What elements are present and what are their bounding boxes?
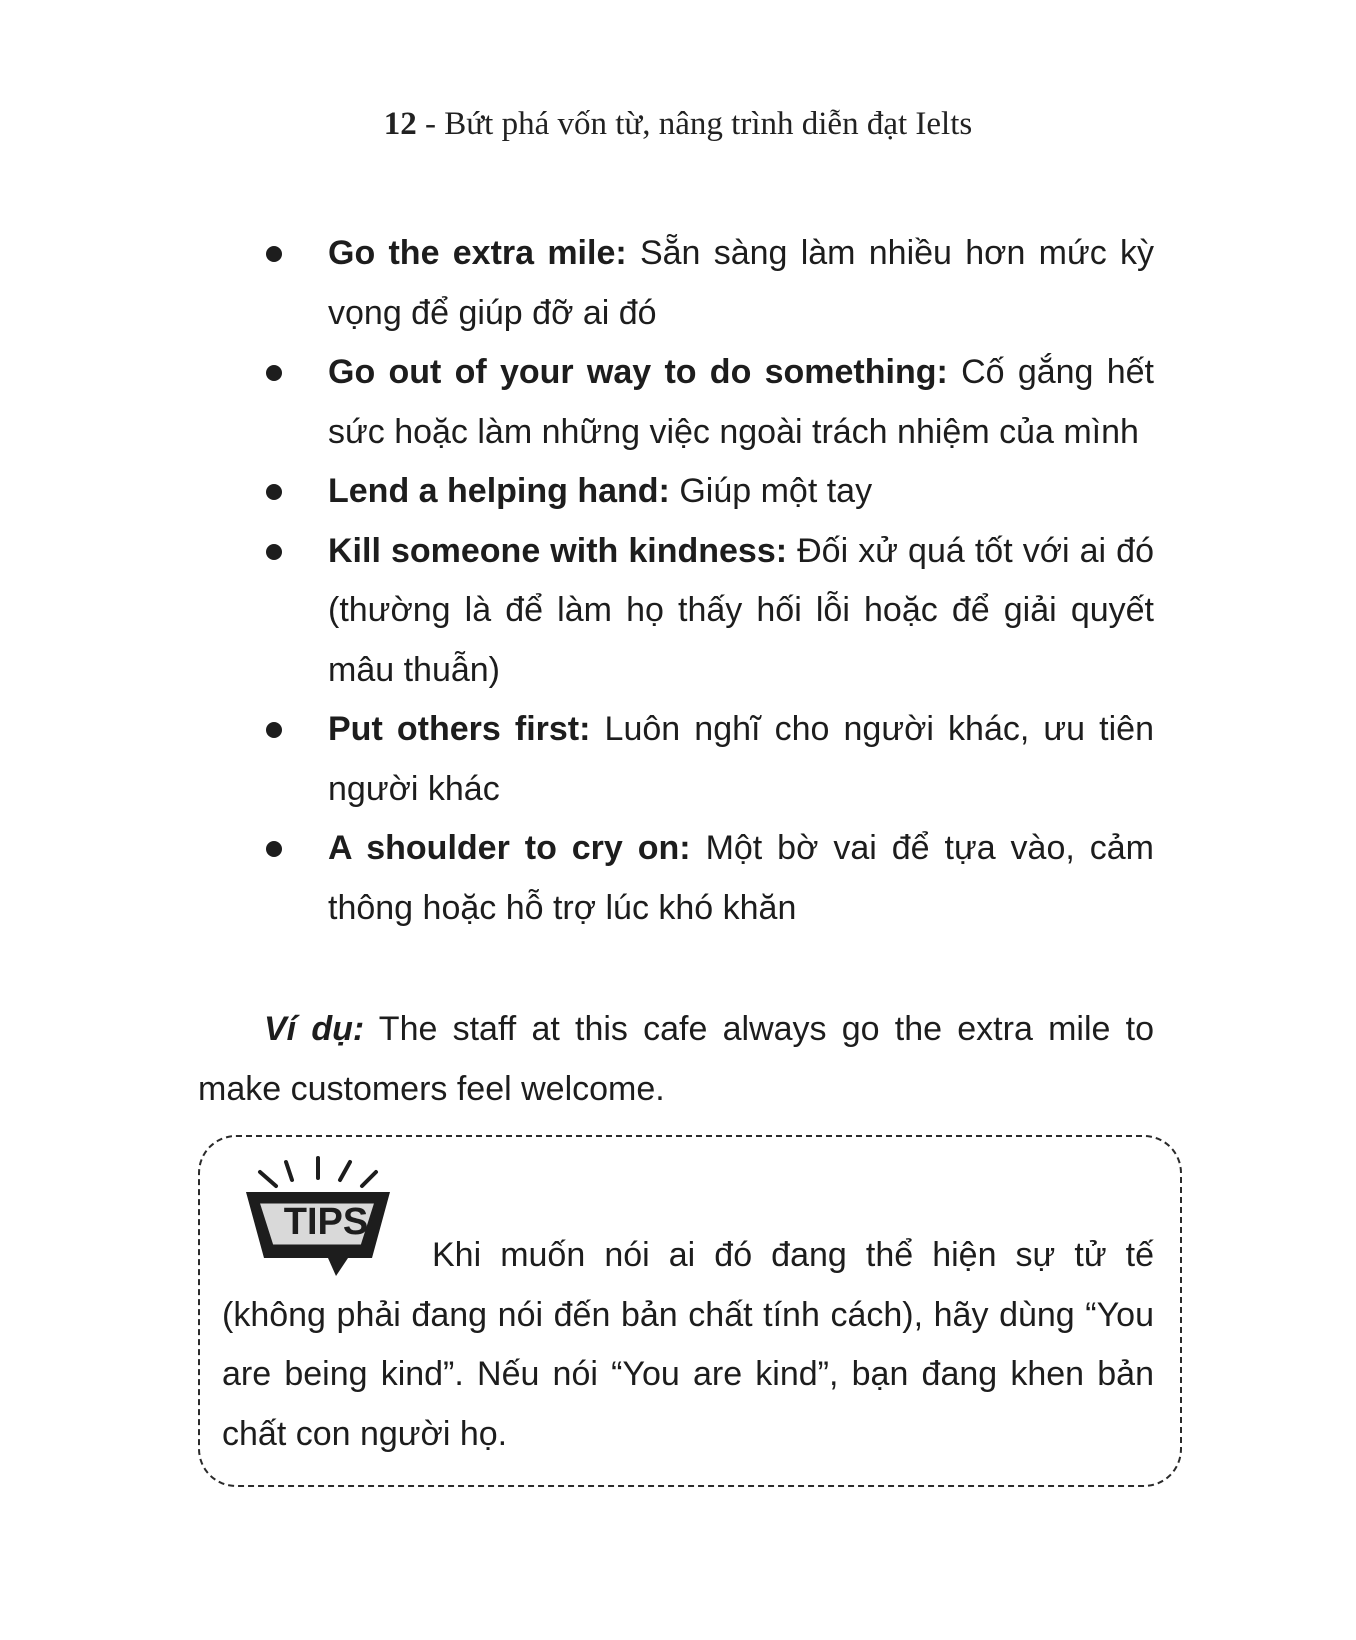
idiom-term: Lend a helping hand: xyxy=(328,472,670,510)
tips-text: Khi muốn nói ai đó đang thể hiện sự tử tế (không phải đang nói đến bản chất tính cách), hãy dùng “You are being kind”. Nếu nói “You are kind”, bạn đang khen bản chất con người họ. xyxy=(222,1236,1154,1453)
idiom-term: Put others first: xyxy=(328,710,591,748)
tips-label: TIPS xyxy=(283,1201,369,1243)
idiom-list xyxy=(328,224,1154,938)
list-item xyxy=(328,462,1154,522)
idiom-term: Kill someone with kindness: xyxy=(328,531,788,570)
book-title: - Bứt phá vốn từ, nâng trình diễn đạt Ielts xyxy=(416,106,973,142)
list-item xyxy=(328,343,1154,462)
idiom-definition: Cố gắng hết sức hoặc làm những việc ngoài trách nhiệm của mình xyxy=(328,353,1154,451)
idiom-definition: Đối xử quá tốt với ai đó (thường là để làm họ thấy hối lỗi hoặc để giải quyết mâu thuẫn) xyxy=(328,531,1154,689)
list-item xyxy=(328,819,1154,938)
page-header xyxy=(0,104,1356,144)
bullet-icon xyxy=(266,722,282,738)
bullet-icon xyxy=(266,484,282,500)
page-number: 12 xyxy=(383,106,417,142)
list-item xyxy=(328,522,1154,701)
idiom-term: Go out of your way to do something: xyxy=(328,353,948,391)
idiom-term: Go the extra mile: xyxy=(328,234,627,272)
bullet-icon xyxy=(266,365,282,381)
idiom-definition: Một bờ vai để tựa vào, cảm thông hoặc hỗ trợ lúc khó khăn xyxy=(328,829,1154,927)
example-paragraph xyxy=(198,1000,1154,1119)
idiom-definition: Luôn nghĩ cho người khác, ưu tiên người khác xyxy=(328,710,1155,808)
example-text: The staff at this cafe always go the extra mile to make customers feel welcome. xyxy=(198,1010,1154,1108)
idiom-definition: Sẵn sàng làm nhiều hơn mức kỳ vọng để giúp đỡ ai đó xyxy=(328,234,1154,332)
list-item xyxy=(328,700,1154,819)
idiom-term: A shoulder to cry on: xyxy=(328,829,691,867)
bullet-icon xyxy=(266,841,282,857)
idiom-definition: Giúp một tay xyxy=(669,472,873,510)
bullet-icon xyxy=(266,544,282,560)
example-label: Ví dụ: xyxy=(264,1010,365,1048)
list-item xyxy=(328,224,1154,343)
bullet-icon xyxy=(266,246,282,262)
